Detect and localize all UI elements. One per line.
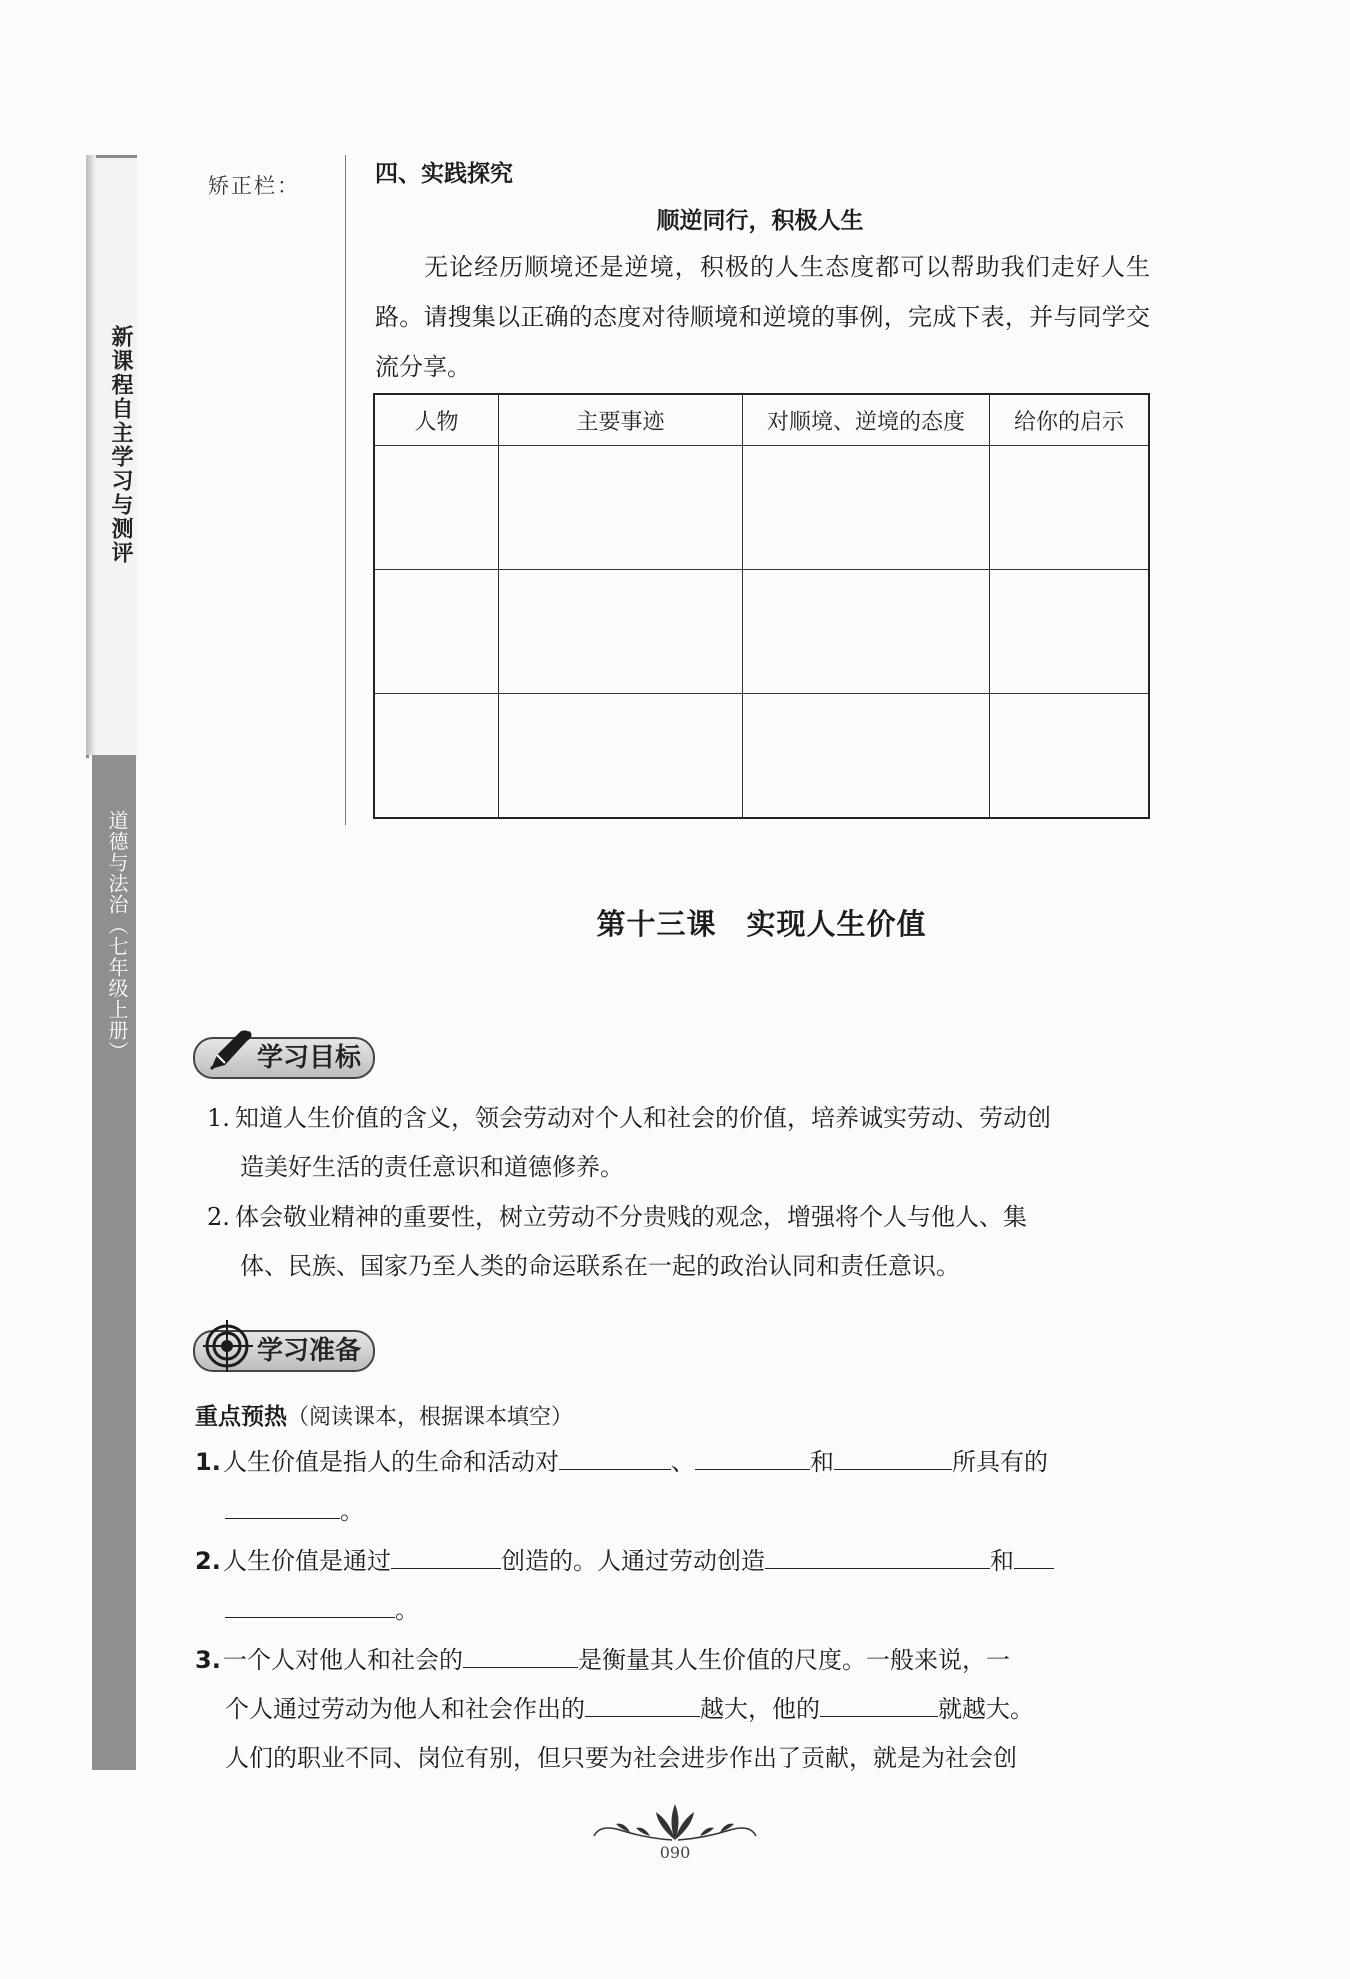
goal-text: 造美好生活的责任意识和道德修养。: [240, 1153, 624, 1181]
goal-text: 体会敬业精神的重要性，树立劳动不分贵贱的观念，增强将个人与他人、集: [235, 1203, 1027, 1231]
answer-blank[interactable]: [834, 1445, 952, 1470]
prep-subhead-label: 重点预热: [195, 1404, 287, 1430]
table-cell[interactable]: [990, 446, 1150, 570]
goal-number: 2.: [207, 1203, 230, 1231]
prep-badge: [193, 1330, 375, 1372]
goal-text: 体、民族、国家乃至人类的命运联系在一起的政治认同和责任意识。: [240, 1252, 960, 1280]
table-cell[interactable]: [743, 446, 990, 570]
table-cell[interactable]: [374, 446, 499, 570]
floral-ornament-icon: [590, 1800, 760, 1846]
question-text: 是衡量其人生价值的尺度。一般来说，一: [578, 1646, 1010, 1674]
table-row: [374, 570, 1149, 694]
question-text: 一个人对他人和社会的: [223, 1646, 463, 1674]
question-text: 和: [990, 1547, 1014, 1575]
table-header: 给你的启示: [990, 394, 1150, 446]
book-series-title: 新课程自主学习与测评: [108, 325, 133, 565]
question-text: 越大，他的: [700, 1695, 820, 1723]
answer-blank[interactable]: [1014, 1544, 1054, 1569]
question-text: 人生价值是通过: [223, 1547, 391, 1575]
table-cell[interactable]: [499, 570, 743, 694]
goal-number: 1.: [207, 1104, 230, 1132]
question-text: 和: [810, 1448, 834, 1476]
answer-blank[interactable]: [820, 1692, 938, 1717]
table-row: [374, 694, 1149, 819]
goals-badge: [193, 1037, 375, 1079]
question-text: 。: [340, 1497, 364, 1525]
table-cell[interactable]: [374, 570, 499, 694]
table-cell[interactable]: [990, 570, 1150, 694]
question-2: [195, 1537, 1155, 1635]
prep-subhead: [195, 1398, 573, 1431]
practice-table: [373, 393, 1150, 819]
subject-title: 道德与法治（七年级上册）: [105, 810, 129, 1062]
goal-item: [207, 1193, 1152, 1291]
table-cell[interactable]: [743, 694, 990, 819]
question-text: 所具有的: [952, 1448, 1048, 1476]
practice-paragraph: 无论经历顺境还是逆境，积极的人生态度都可以帮助我们走好人生路。请搜集以正确的态度对待顺境和逆境的事例，完成下表，并与同学交流分享。: [375, 253, 1150, 381]
answer-blank[interactable]: [463, 1643, 578, 1668]
goals-badge-label: 学习目标: [257, 1043, 362, 1073]
target-icon: [203, 1320, 255, 1372]
correction-divider: [345, 155, 346, 825]
table-cell[interactable]: [990, 694, 1150, 819]
question-text: 人们的职业不同、岗位有别，但只要为社会进步作出了贡献，就是为社会创: [225, 1744, 1017, 1772]
table-row: [374, 446, 1149, 570]
practice-subtitle: 顺逆同行，积极人生: [656, 208, 864, 234]
table-header: 对顺境、逆境的态度: [743, 394, 990, 446]
answer-blank[interactable]: [225, 1494, 340, 1519]
table-cell[interactable]: [743, 570, 990, 694]
prep-subhead-note: （阅读课本，根据课本填空）: [287, 1405, 574, 1430]
spine-shadow: [86, 155, 96, 755]
table-header-row: [374, 394, 1149, 446]
table-cell[interactable]: [374, 694, 499, 819]
goal-item: [207, 1094, 1152, 1192]
question-text: 。: [395, 1596, 419, 1624]
answer-blank[interactable]: [695, 1445, 810, 1470]
question-text: 个人通过劳动为他人和社会作出的: [225, 1695, 585, 1723]
page-number: 090: [659, 1843, 691, 1862]
answer-blank[interactable]: [391, 1544, 501, 1569]
answer-blank[interactable]: [225, 1593, 395, 1618]
pen-icon: [203, 1025, 255, 1077]
answer-blank[interactable]: [765, 1544, 990, 1569]
question-1: [195, 1438, 1155, 1536]
question-text: 、: [671, 1448, 695, 1476]
table-header: 人物: [374, 394, 499, 446]
prep-badge-label: 学习准备: [257, 1336, 362, 1366]
question-3: [195, 1636, 1155, 1783]
answer-blank[interactable]: [559, 1445, 671, 1470]
question-text: 创造的。人通过劳动创造: [501, 1547, 765, 1575]
lesson-title: 第十三课 实现人生价值: [596, 907, 927, 941]
table-cell[interactable]: [499, 694, 743, 819]
table-cell[interactable]: [499, 446, 743, 570]
question-text: 人生价值是指人的生命和活动对: [223, 1448, 559, 1476]
question-number: 3.: [195, 1646, 221, 1674]
table-header: 主要事迹: [499, 394, 743, 446]
question-number: 2.: [195, 1547, 221, 1575]
answer-blank[interactable]: [585, 1692, 700, 1717]
goal-text: 知道人生价值的含义，领会劳动对个人和社会的价值，培养诚实劳动、劳动创: [235, 1104, 1051, 1132]
question-text: 就越大。: [938, 1695, 1034, 1723]
question-number: 1.: [195, 1448, 221, 1476]
practice-heading: 四、实践探究: [375, 161, 513, 187]
correction-label: 矫正栏：: [208, 174, 300, 198]
